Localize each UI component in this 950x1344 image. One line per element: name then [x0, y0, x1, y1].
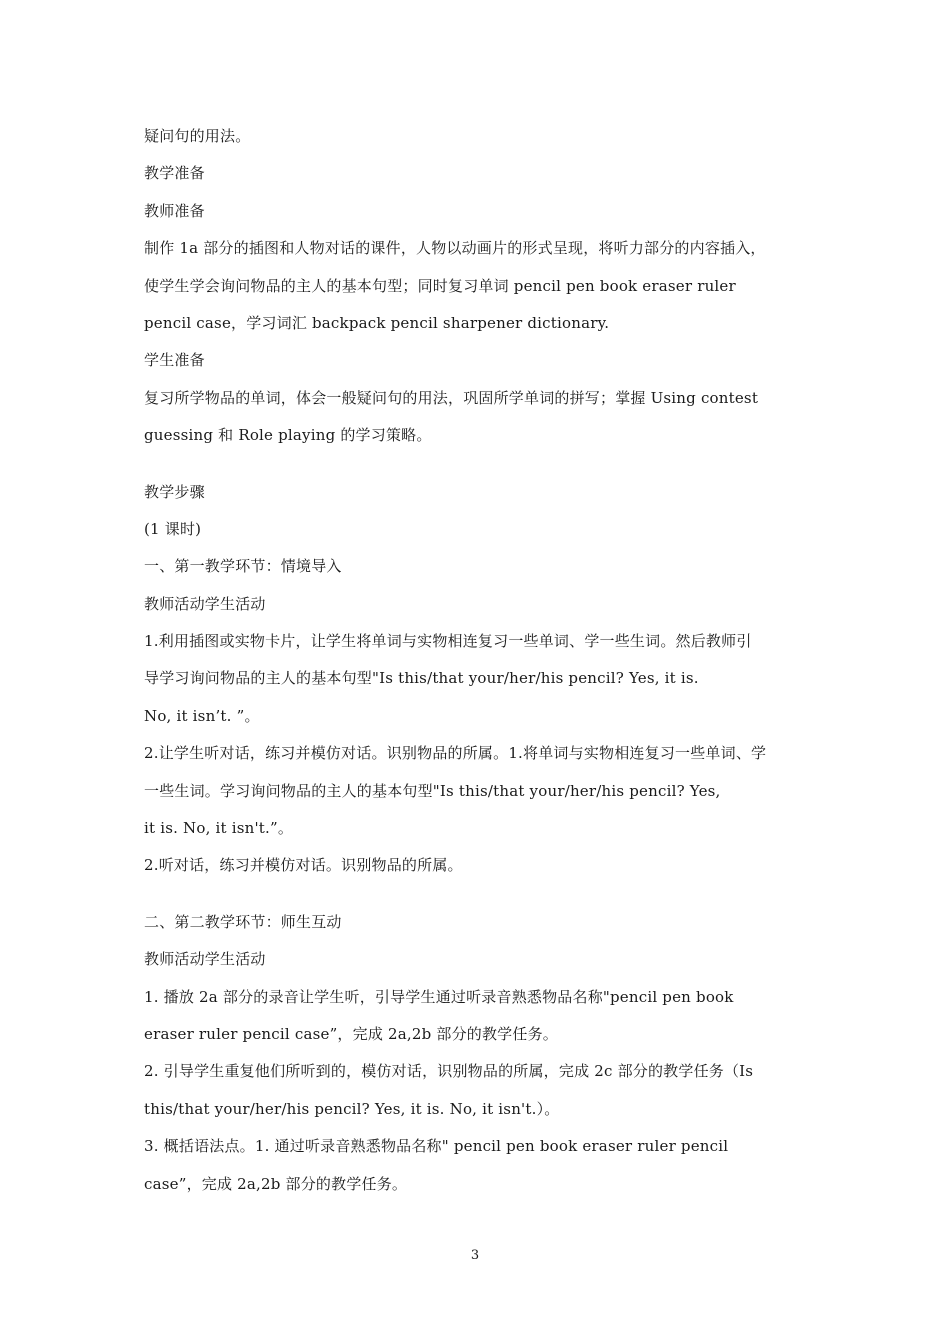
text-line: No, it isn’t. ”。 [144, 706, 260, 725]
section-heading: 二、第二教学环节：师生互动 [144, 912, 342, 931]
text-line: 2.听对话，练习并模仿对话。识别物品的所属。 [144, 856, 463, 875]
text-line: guessing 和 Role playing 的学习策略。 [144, 426, 432, 445]
text-line: 制作 1a 部分的插图和人物对话的课件，人物以动画片的形式呈现，将听力部分的内容插入， [144, 239, 766, 258]
section-heading: 教学准备 [144, 164, 205, 183]
text-line: 疑问句的用法。 [144, 127, 251, 145]
text-line: 2. 引导学生重复他们所听到的，模仿对话，识别物品的所属，完成 2c 部分的教学任务（Is [144, 1062, 754, 1081]
text-line: 导学习询问物品的主人的基本句型"Is this/that your/her/his pencil? Yes, it is. [144, 669, 699, 688]
text-line: (1 课时) [144, 519, 202, 538]
text-line: 使学生学会询问物品的主人的基本句型；同时复习单词 pencil pen book eraser ruler [144, 276, 736, 295]
page-number: 3 [470, 1248, 480, 1263]
text-line: eraser ruler pencil case”，完成 2a,2b 部分的教学任务。 [144, 1024, 558, 1043]
text-line: 3. 概括语法点。1. 通过听录音熟悉物品名称" pencil pen book eraser ruler pencil [144, 1137, 729, 1156]
paragraph-gap [144, 885, 814, 904]
text-line: 教师活动学生活动 [144, 594, 266, 613]
paragraph-gap [144, 455, 814, 474]
text-line: 一些生词。学习询问物品的主人的基本句型"Is this/that your/her/his pencil? Yes, [144, 781, 721, 800]
text-line: 教师活动学生活动 [144, 950, 266, 969]
text-line: 2.让学生听对话，练习并模仿对话。识别物品的所属。1.将单词与实物相连复习一些单词、学 [144, 744, 767, 763]
text-line: it is. No, it isn't.”。 [144, 819, 294, 838]
section-heading: 教学步骤 [144, 482, 205, 501]
section-heading: 一、第一教学环节：情境导入 [144, 557, 342, 576]
text-line: case”，完成 2a,2b 部分的教学任务。 [144, 1174, 408, 1193]
subsection-heading: 学生准备 [144, 351, 205, 370]
text-line: 1. 播放 2a 部分的录音让学生听，引导学生通过听录音熟悉物品名称"pencil pen book [144, 987, 734, 1006]
text-line: 复习所学物品的单词，体会一般疑问句的用法，巩固所学单词的拼写；掌握 Using contest [144, 388, 759, 407]
text-line: pencil case，学习词汇 backpack pencil sharpener dictionary. [144, 313, 610, 332]
text-line: 1.利用插图或实物卡片，让学生将单词与实物相连复习一些单词、学一些生词。然后教师引 [144, 632, 752, 651]
document-body [144, 118, 814, 1203]
text-line: this/that your/her/his pencil? Yes, it is. No, it isn't.）。 [144, 1099, 560, 1118]
subsection-heading: 教师准备 [144, 201, 205, 220]
